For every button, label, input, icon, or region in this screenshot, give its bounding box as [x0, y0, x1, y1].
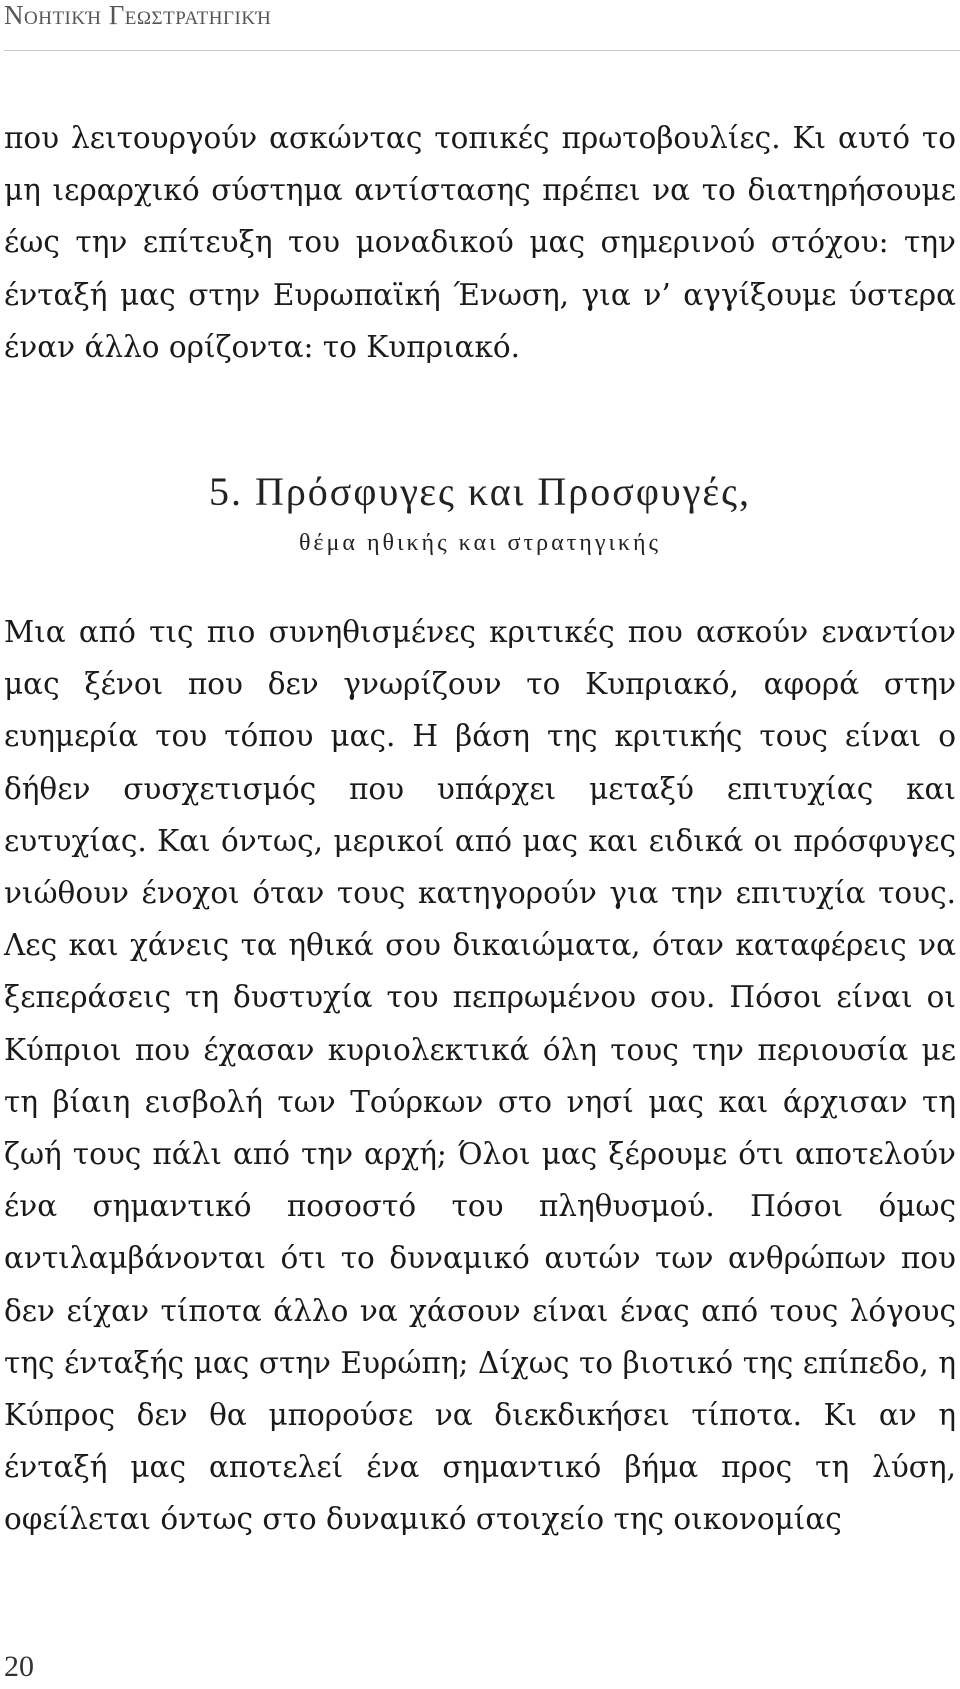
section-title: 5. Πρόσφυγες και Προσφυγές, [208, 469, 752, 514]
section-body-paragraph: Μια από τις πιο συνηθισμένες κριτικές που ασκούν εναντίον μας ξένοι που δεν γνωρίζουν το Κυπριακό, αφορά στην ευημερία του τόπου μας. Η βάση της κριτικής τους είναι ο δήθεν συσχετισμός που υπάρχει μεταξύ επιτυχίας και ευτυχίας. Και όντως, μερικοί από μας και ειδικά οι πρόσφυγες νιώθουν ένοχοι όταν τους κατηγορούν για την επιτυχία τους. Λες και χάνεις τα ηθικά σου δικαιώματα, όταν καταφέρεις να ξεπεράσεις τη δυστυχία του πεπρωμένου σου. Πόσοι είναι οι Κύπριοι που έχασαν κυριολεκτικά όλη τους την περιουσία με τη βίαιη εισβολή των Τούρκων στο νησί μας και άρχισαν τη ζωή τους πάλι από την αρχή; Όλοι μας ξέρουμε ότι αποτελούν ένα σημαντικό ποσοστό του πληθυσμού. Πόσοι όμως αντιλαμβάνονται ότι το δυναμικό αυτών των ανθρώπων που δεν είχαν τίποτα άλλο να χάσουν είναι ένας από τους λόγους της ένταξής μας στην Ευρώπη; Δίχως το βιοτικό της επίπεδο, η Κύπρος δεν θα μπορούσε να διεκδικήσει τίποτα. Κι αν η ένταξή μας αποτελεί ένα σημαντικό βήμα προς τη λύση, οφείλεται όντως στο δυναμικό στοιχείο της οικονομίας [4, 615, 956, 1537]
running-header: Νοητική Γεωστρατηγική [4, 0, 272, 30]
section-subtitle: θέμα ηθικής και στρατηγικής [298, 530, 662, 556]
paragraph-continuation: που λειτουργούν ασκώντας τοπικές πρωτοβουλίες. Κι αυτό το μη ιεραρχικό σύστημα αντίστασης πρέπει να το διατηρήσουμε έως την επίτευξη του μοναδικού μας σημερινού στόχου: την ένταξή μας στην Ευρωπαϊκή Ένωση, για ν’ αγγίξουμε ύστερα έναν άλλο ορίζοντα: το Κυπριακό. [4, 121, 956, 364]
page-number: 20 [4, 1650, 34, 1683]
header-divider [4, 50, 960, 51]
